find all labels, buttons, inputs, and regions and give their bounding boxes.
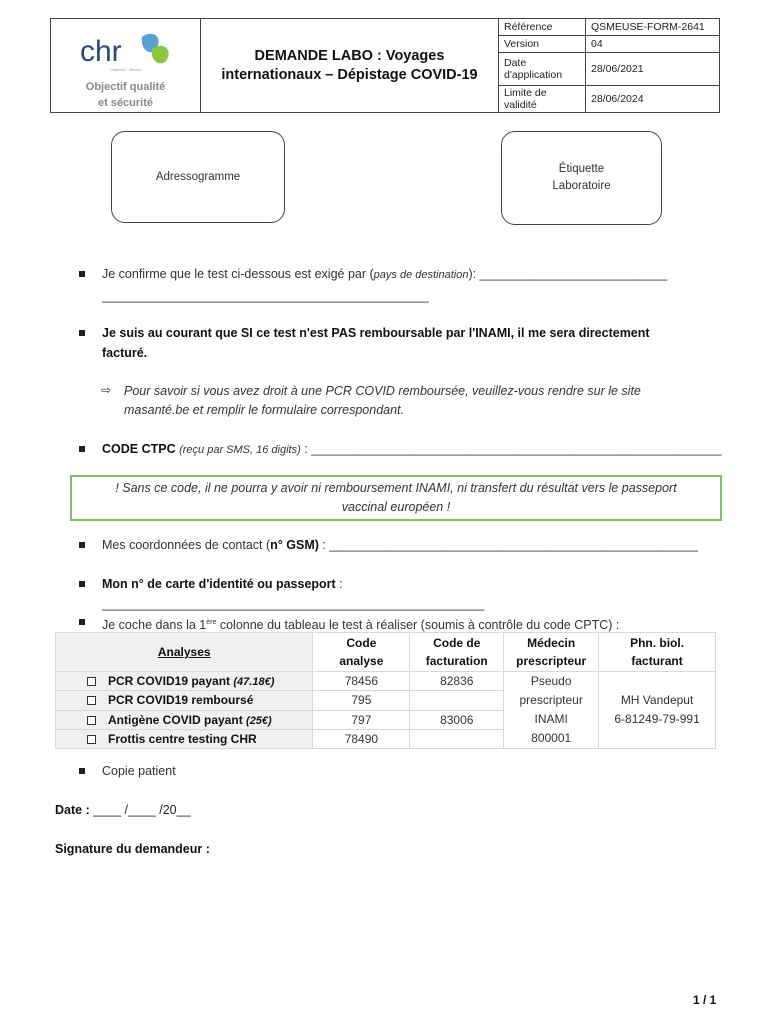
- tests-table: [55, 632, 716, 749]
- test-billing: 83006: [410, 710, 504, 729]
- lab-label-box: [501, 131, 662, 225]
- destination-field[interactable]: ): ___________________________: [468, 267, 668, 281]
- meta-key: Limite de validité: [499, 86, 586, 112]
- col-header-analyses: Analyses: [56, 633, 313, 672]
- aware-statement: Je suis au courant que SI ce test n'est PAS remboursable par l'INAMI, il me sera directement: [102, 326, 650, 340]
- col-header-prescriber: Médecin prescripteur: [504, 633, 599, 672]
- quality-line2: et sécurité: [97, 97, 154, 109]
- bullet-icon: [79, 768, 85, 774]
- meta-value: 04: [586, 36, 719, 53]
- confirm-prefix: Je confirme que le test ci-dessous est exigé par (: [102, 267, 374, 281]
- test-billing: [410, 729, 504, 748]
- test-option[interactable]: Antigène COVID payant (25€): [56, 710, 313, 729]
- adressogramme-label: Adressogramme: [155, 170, 241, 183]
- copy-patient: Copie patient: [102, 764, 176, 778]
- test-billing: 82836: [410, 672, 504, 691]
- destination-field-line2[interactable]: _______________________________________________: [102, 289, 429, 303]
- date-row: [55, 801, 191, 820]
- quality-caption: [86, 79, 165, 111]
- form-header: [50, 18, 720, 113]
- meta-key: Référence: [499, 19, 586, 36]
- destination-hint: pays de destination: [373, 269, 469, 281]
- contact-gsm-label: n° GSM): [270, 538, 319, 552]
- bullet-icon: [79, 542, 85, 548]
- test-code: 797: [313, 710, 410, 729]
- confirm-statement: [102, 265, 712, 286]
- lab-label-line2: Laboratoire: [552, 180, 611, 192]
- test-price: (47.18€): [233, 676, 275, 689]
- contact-prefix: Mes coordonnées de contact (: [102, 538, 271, 552]
- col-header-code: Code analyse: [313, 633, 410, 672]
- bullet-icon: [79, 446, 85, 452]
- arrow-right-icon: ⇨: [101, 383, 112, 397]
- meta-value: 28/06/2021: [586, 53, 719, 86]
- bullet-icon: [79, 271, 85, 277]
- info-line2: masanté.be et remplir le formulaire correspondant.: [124, 403, 404, 417]
- ctpc-code-hint: (reçu par SMS, 16 digits): [179, 444, 301, 456]
- adressogramme-box: [111, 131, 285, 223]
- test-checkbox[interactable]: [87, 696, 96, 705]
- id-field[interactable]: : _______________________________________________________: [102, 577, 485, 611]
- logo-subtext: Citadelle · Meuse: [109, 67, 141, 72]
- check-sup: ère: [206, 619, 217, 626]
- table-row: [56, 672, 716, 691]
- ctpc-code-row: [102, 440, 722, 461]
- test-option[interactable]: PCR COVID19 remboursé: [56, 691, 313, 710]
- bullet-icon: [79, 619, 85, 625]
- biologist-cell: MH Vandeput 6-81249-79-991: [599, 672, 716, 749]
- test-price: (25€): [246, 714, 272, 727]
- contact-field[interactable]: : _____________________________________________________: [318, 538, 698, 552]
- logo-cell: [51, 19, 201, 112]
- meta-value: QSMEUSE-FORM-2641: [586, 19, 719, 36]
- title-line1: DEMANDE LABO : Voyages: [254, 47, 445, 64]
- check-prefix: Je coche dans la 1: [102, 618, 207, 633]
- lab-label-line1: Étiquette: [558, 163, 605, 175]
- title-line2: internationaux – Dépistage COVID-19: [221, 66, 478, 83]
- test-code: 78490: [313, 729, 410, 748]
- aware-statement-line2: facturé.: [102, 346, 148, 360]
- chr-logo-icon: [76, 27, 176, 75]
- form-title: [201, 19, 499, 112]
- test-checkbox[interactable]: [87, 735, 96, 744]
- test-billing: [410, 691, 504, 710]
- meta-key: Date d'application: [499, 53, 586, 86]
- test-option[interactable]: Frottis centre testing CHR: [56, 729, 313, 748]
- check-suffix: colonne du tableau le test à réaliser (soumis à contrôle du code CPTC) :: [216, 618, 620, 633]
- meta-key: Version: [499, 36, 586, 53]
- col-header-biologist: Phn. biol. facturant: [599, 633, 716, 672]
- warning-notice: [70, 475, 722, 521]
- id-label: Mon n° de carte d'identité ou passeport: [102, 577, 336, 591]
- info-line1: Pour savoir si vous avez droit à une PCR COVID remboursée, veuillez-vous rendre sur le site: [124, 384, 641, 398]
- quality-line1: Objectif qualité: [85, 81, 166, 93]
- contact-row: [102, 536, 722, 556]
- prescriber-cell: Pseudo prescripteur INAMI 800001: [504, 672, 599, 749]
- ctpc-code-label: CODE CTPC: [102, 442, 176, 456]
- test-checkbox[interactable]: [87, 677, 96, 686]
- date-field[interactable]: ____ /____ /20__: [89, 803, 191, 817]
- col-header-billing: Code de facturation: [410, 633, 504, 672]
- date-label: Date :: [55, 803, 90, 817]
- signature-label: Signature du demandeur :: [55, 842, 210, 856]
- form-meta-table: [499, 19, 719, 112]
- ctpc-code-field[interactable]: : ___________________________________________________________: [300, 442, 722, 456]
- test-code: 78456: [313, 672, 410, 691]
- test-option[interactable]: PCR COVID19 payant (47.18€): [56, 672, 313, 691]
- notice-line2: vaccinal européen !: [341, 500, 451, 514]
- test-checkbox[interactable]: [87, 716, 96, 725]
- id-row: [102, 575, 722, 614]
- page-number: 1 / 1: [693, 993, 717, 1007]
- table-header-row: [56, 633, 716, 672]
- notice-line1: ! Sans ce code, il ne pourra y avoir ni remboursement INAMI, ni transfert du résultat vers le passeport: [115, 481, 677, 495]
- bullet-icon: [79, 581, 85, 587]
- test-code: 795: [313, 691, 410, 710]
- bullet-icon: [79, 330, 85, 336]
- meta-value: 28/06/2024: [591, 93, 644, 105]
- logo-text: chr: [79, 35, 122, 68]
